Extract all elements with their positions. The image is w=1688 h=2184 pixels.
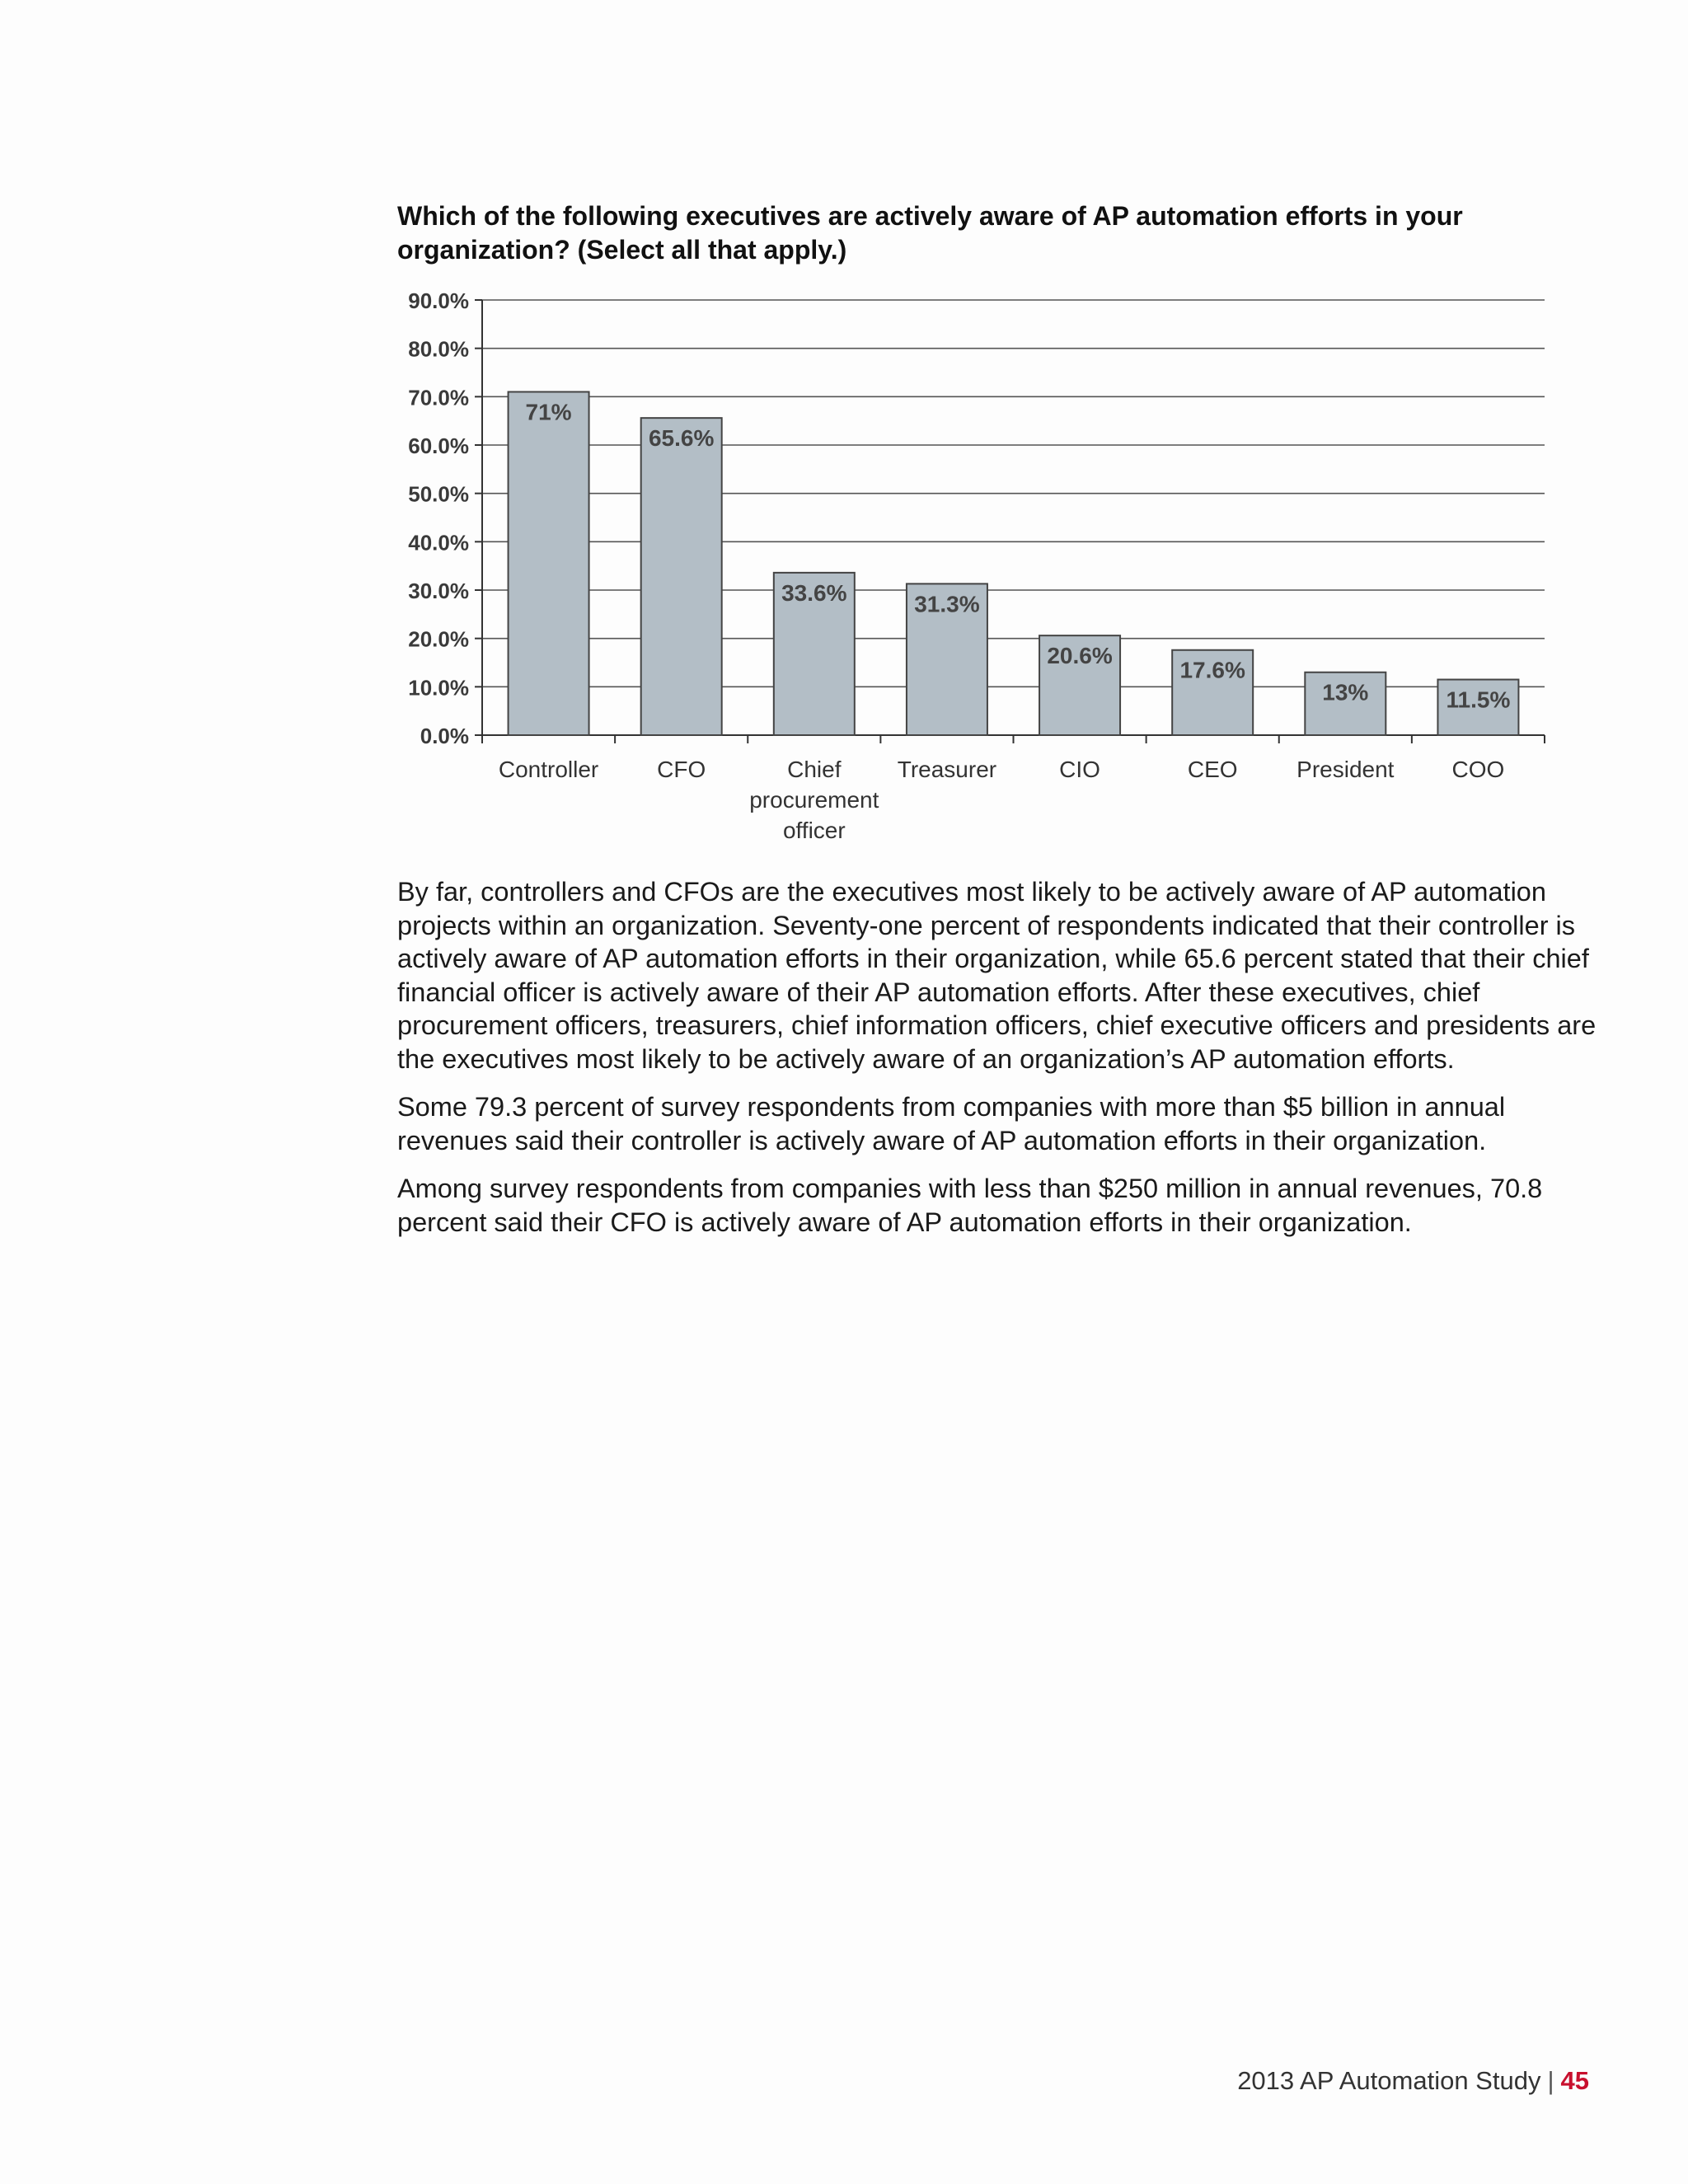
y-tick-label: 10.0% [408,675,469,701]
y-tick-label: 70.0% [408,385,469,410]
page-footer [1237,2066,1589,2096]
y-tick-label: 60.0% [408,434,469,458]
x-tick-labels [499,757,1504,843]
bar-chart [387,280,1558,857]
bar [509,391,589,735]
x-tick-label: Treasurer [897,757,997,782]
data-label: 11.5% [1446,687,1511,713]
x-tick-label: CEO [1187,757,1238,782]
x-tick-label: Chief [787,757,842,782]
y-tick-label: 30.0% [408,579,469,603]
data-label: 17.6% [1179,657,1245,683]
body-text [397,875,1601,1254]
data-label: 13% [1322,679,1369,705]
paragraph: Among survey respondents from companies with less than $250 million in annual revenues, 70.8 percent said their CFO is actively aware of AP automation efforts in their organization. [397,1174,1543,1237]
y-tick-label: 50.0% [408,481,469,507]
data-label: 65.6% [648,425,715,452]
paragraph: Some 79.3 percent of survey respondents from companies with more than $5 billion in annual revenues said their controller is actively aware of AP automation efforts in their organization. [397,1092,1506,1155]
page-number: 45 [1560,2066,1589,2095]
data-label: 20.6% [1047,643,1113,669]
bar [641,418,722,735]
x-tick-label: COO [1451,757,1505,782]
y-tick-label: 40.0% [408,530,469,555]
x-tick-label: procurement [749,787,879,813]
y-tick-label: 0.0% [420,724,469,748]
footer-title: 2013 AP Automation Study [1237,2066,1541,2095]
data-label: 71% [525,399,572,425]
y-tick-label: 90.0% [408,288,469,313]
y-tick-labels [408,288,469,748]
x-tick-label: officer [782,818,846,843]
data-label: 33.6% [781,579,847,606]
y-tick-label: 20.0% [408,626,469,652]
y-tick-label: 80.0% [408,336,469,362]
footer-separator: | [1547,2066,1554,2095]
chart-title: Which of the following executives are actively aware of AP automation efforts in your organization? (Select all that apply.) [397,201,1463,265]
x-tick-label: President [1296,757,1395,782]
paragraph: By far, controllers and CFOs are the executives most likely to be actively aware of AP automation projects within an organization. Seventy-one percent of respondents indicated that their controller is actively aware of AP automation efforts in their organization, while 65.6 percent stated that their chief financial officer is actively aware of their AP automation efforts. After these executives, chief procurement officers, treasurers, chief information officers, chief executive officers and presidents are the executives most likely to be actively aware of an organization’s AP automation efforts. [397,877,1597,1074]
x-tick-label: Controller [498,757,599,782]
data-label: 31.3% [914,591,980,617]
x-tick-label: CIO [1059,757,1100,782]
x-tick-label: CFO [657,757,706,782]
